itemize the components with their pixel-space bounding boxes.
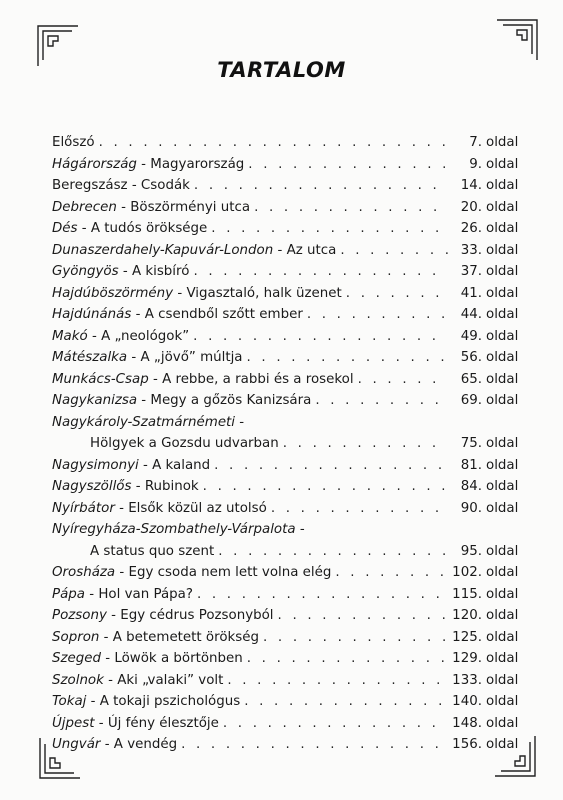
toc-place-name: Ungvár xyxy=(52,737,101,752)
toc-page-number: 56. xyxy=(460,350,482,365)
toc-leader-dots xyxy=(203,476,448,498)
toc-separator: - xyxy=(137,393,151,408)
toc-page-label: oldal xyxy=(486,178,519,193)
toc-page-label: oldal xyxy=(486,436,519,451)
corner-ornament-top-right xyxy=(495,18,539,62)
toc-chapter-title: A vendég xyxy=(113,737,178,752)
toc-page-label: oldal xyxy=(486,350,519,365)
toc-place-name: Dunaszerdahely-Kapuvár-London xyxy=(52,242,274,258)
toc-chapter-title: Vigasztaló, halk üzenet xyxy=(186,285,342,301)
toc-chapter-title: Az utca xyxy=(286,242,337,258)
toc-page-label: oldal xyxy=(486,629,519,645)
toc-page-number: 75. xyxy=(460,436,482,451)
toc-entry xyxy=(52,369,524,391)
toc-page-label: oldal xyxy=(486,242,519,258)
toc-page-label: oldal xyxy=(486,543,519,559)
toc-leader-dots xyxy=(218,541,448,563)
toc-leader-dots xyxy=(263,627,448,649)
toc-chapter-title: Hölgyek a Gozsdu udvarban xyxy=(90,436,279,451)
toc-leader-dots xyxy=(315,390,448,412)
toc-place-name: Hágárország xyxy=(52,156,137,172)
toc-separator: - xyxy=(85,586,99,602)
toc-chapter-title: A status quo szent xyxy=(90,543,215,559)
toc-leader-dots xyxy=(271,498,448,520)
toc-leader-dots xyxy=(197,584,448,606)
toc-page-number: 20. xyxy=(460,199,482,215)
toc-leader-dots xyxy=(99,132,448,154)
toc-chapter-title: A betemetett örökség xyxy=(112,629,259,645)
toc-entry xyxy=(52,627,524,649)
toc-page-label: oldal xyxy=(486,500,519,516)
toc-page-number: 129. xyxy=(452,651,482,666)
toc-entry xyxy=(52,240,524,262)
toc-separator: - xyxy=(138,457,153,473)
toc-page-label: oldal xyxy=(486,694,519,709)
toc-page-label: oldal xyxy=(486,307,519,322)
toc-leader-dots xyxy=(254,197,448,219)
toc-page-number: 148. xyxy=(452,715,482,731)
toc-leader-dots xyxy=(181,734,448,756)
toc-leader-dots xyxy=(211,218,448,240)
toc-place-name: Gyöngyös xyxy=(52,264,119,279)
toc-chapter-title: A kaland xyxy=(152,457,211,473)
toc-chapter-title: A rebbe, a rabbi és a rosekol xyxy=(162,371,354,387)
toc-chapter-title: Egy cédrus Pozsonyból xyxy=(120,608,274,623)
toc-place-name: Nyírbátor xyxy=(52,500,115,516)
toc-page-number: 14. xyxy=(460,178,482,193)
toc-page-number: 115. xyxy=(452,586,482,602)
toc-leader-dots xyxy=(283,433,448,455)
toc-entry xyxy=(52,218,524,240)
toc-page-label: oldal xyxy=(486,565,519,580)
toc-chapter-title: Rubinok xyxy=(144,479,199,494)
toc-page-number: 140. xyxy=(452,694,482,709)
toc-page-label: oldal xyxy=(486,285,519,301)
toc-separator: - xyxy=(127,350,141,365)
toc-entry xyxy=(52,455,524,477)
toc-separator: - xyxy=(131,479,145,494)
toc-chapter-title: Elsők közül az utolsó xyxy=(128,500,267,516)
toc-leader-dots xyxy=(223,713,448,735)
toc-place-name: Mátészalka xyxy=(52,350,128,365)
toc-separator: - xyxy=(87,328,102,344)
toc-leader-dots xyxy=(335,562,448,584)
toc-place-name: Hajdúnánás xyxy=(52,307,132,322)
toc-separator: - xyxy=(99,629,113,645)
toc-page-number: 41. xyxy=(460,285,482,301)
toc-chapter-title: Löwök a börtönben xyxy=(114,651,243,666)
toc-leader-dots xyxy=(214,455,448,477)
toc-chapter-title: Megy a gőzös Kanizsára xyxy=(150,393,312,408)
toc-leader-dots xyxy=(346,283,448,305)
toc-place-name: Orosháza xyxy=(52,565,116,580)
toc-place-name: Munkács-Csap xyxy=(52,371,149,387)
toc-entry xyxy=(52,498,524,520)
toc-entry xyxy=(52,648,524,670)
toc-entry xyxy=(52,261,524,283)
toc-entry xyxy=(52,691,524,713)
toc-separator: - xyxy=(116,199,131,215)
toc-chapter-title: A „neológok” xyxy=(101,328,190,344)
toc-separator: - xyxy=(173,285,187,301)
toc-place-name: Szolnok xyxy=(52,672,104,688)
toc-leader-dots xyxy=(340,240,448,262)
toc-leader-dots xyxy=(227,670,448,692)
toc-entry xyxy=(52,584,524,606)
toc-page-label: oldal xyxy=(486,393,519,408)
toc-place-name: Nagyszöllős xyxy=(52,479,132,494)
toc-chapter-title: Böszörményi utca xyxy=(130,199,251,215)
toc-entry xyxy=(52,304,524,326)
toc-separator: - xyxy=(295,522,305,537)
toc-place-name: Hajdúböszörmény xyxy=(52,285,174,301)
toc-leader-dots xyxy=(307,304,448,326)
toc-page-number: 95. xyxy=(460,543,482,559)
toc-entry xyxy=(52,197,524,219)
toc-chapter-title: Magyarország xyxy=(150,156,245,172)
toc-page-number: 7. xyxy=(469,135,482,150)
toc-page-number: 84. xyxy=(460,479,482,494)
page-title: TARTALOM xyxy=(217,58,346,82)
toc-separator: - xyxy=(77,221,91,236)
toc-page-label: oldal xyxy=(486,199,519,215)
toc-entry xyxy=(52,519,524,541)
toc-leader-dots xyxy=(278,605,448,627)
toc-page-number: 156. xyxy=(452,737,482,752)
toc-page-label: oldal xyxy=(486,135,519,150)
toc-entry xyxy=(52,283,524,305)
toc-separator: - xyxy=(235,414,245,430)
toc-place-name: Nagykanizsa xyxy=(52,393,138,408)
toc-page-number: 65. xyxy=(460,371,482,387)
toc-page-number: 44. xyxy=(460,307,482,322)
toc-chapter-title: A tokaji pszichológus xyxy=(99,694,241,709)
toc-page-label: oldal xyxy=(486,221,519,236)
toc-page-number: 9. xyxy=(469,156,482,172)
toc-chapter-title: A csendből szőtt ember xyxy=(144,307,303,322)
toc-chapter-title: Beregszász - Csodák xyxy=(52,178,190,193)
toc-chapter-title: Előszó xyxy=(52,135,95,150)
toc-separator: - xyxy=(103,672,118,688)
toc-entry xyxy=(52,476,524,498)
toc-separator: - xyxy=(106,608,121,623)
toc-place-name: Dés xyxy=(52,221,78,236)
toc-page-label: oldal xyxy=(486,371,519,387)
toc-page-number: 49. xyxy=(460,328,482,344)
toc-page-number: 90. xyxy=(460,500,482,516)
toc-leader-dots xyxy=(244,691,448,713)
toc-separator: - xyxy=(86,694,100,709)
toc-page-label: oldal xyxy=(486,672,519,688)
toc-leader-dots xyxy=(247,347,448,369)
toc-entry xyxy=(52,734,524,756)
table-of-contents xyxy=(52,132,524,756)
toc-page-label: oldal xyxy=(486,264,519,279)
toc-separator: - xyxy=(115,565,129,580)
toc-separator: - xyxy=(136,156,151,172)
toc-separator: - xyxy=(101,651,115,666)
toc-entry xyxy=(52,154,524,176)
toc-page-number: 102. xyxy=(452,565,482,580)
toc-place-name: Nagykároly-Szatmárnémeti xyxy=(52,414,236,430)
toc-leader-dots xyxy=(194,175,448,197)
toc-chapter-title: Aki „valaki” volt xyxy=(117,672,224,688)
toc-entry xyxy=(52,132,524,154)
toc-page-label: oldal xyxy=(486,479,519,494)
toc-page-label: oldal xyxy=(486,457,519,473)
toc-page-label: oldal xyxy=(486,328,519,344)
toc-page-label: oldal xyxy=(486,651,519,666)
toc-place-name: Szeged xyxy=(52,651,102,666)
toc-chapter-title: A kisbíró xyxy=(131,264,190,279)
toc-place-name: Makó xyxy=(52,328,88,344)
toc-entry xyxy=(52,713,524,735)
toc-place-name: Nyíregyháza-Szombathely-Várpalota xyxy=(52,522,296,537)
toc-place-name: Pápa xyxy=(52,586,85,602)
toc-chapter-title: Hol van Pápa? xyxy=(98,586,193,602)
toc-chapter-title: A „jövő” múltja xyxy=(140,350,243,365)
toc-separator: - xyxy=(94,715,108,731)
toc-page-number: 120. xyxy=(452,608,482,623)
toc-page-label: oldal xyxy=(486,715,519,731)
toc-leader-dots xyxy=(358,369,448,391)
toc-page-number: 81. xyxy=(460,457,482,473)
toc-page-number: 33. xyxy=(460,242,482,258)
toc-entry xyxy=(52,433,524,455)
toc-place-name: Nagysimonyi xyxy=(52,457,139,473)
toc-page-number: 69. xyxy=(460,393,482,408)
toc-chapter-title: Egy csoda nem lett volna elég xyxy=(128,565,332,580)
toc-place-name: Tokaj xyxy=(52,694,87,709)
toc-entry xyxy=(52,412,524,434)
toc-place-name: Pozsony xyxy=(52,608,107,623)
toc-entry xyxy=(52,175,524,197)
toc-chapter-title: Új fény élesztője xyxy=(107,715,219,731)
toc-place-name: Debrecen xyxy=(52,199,117,215)
toc-entry xyxy=(52,326,524,348)
toc-entry xyxy=(52,562,524,584)
toc-leader-dots xyxy=(193,326,448,348)
toc-entry xyxy=(52,670,524,692)
toc-entry xyxy=(52,390,524,412)
toc-page-number: 125. xyxy=(452,629,482,645)
toc-entry xyxy=(52,605,524,627)
toc-page-label: oldal xyxy=(486,737,519,752)
toc-entry xyxy=(52,541,524,563)
toc-leader-dots xyxy=(248,154,448,176)
toc-chapter-title: A tudós öröksége xyxy=(90,221,208,236)
toc-separator: - xyxy=(273,242,287,258)
toc-place-name: Újpest xyxy=(52,715,95,731)
toc-place-name: Sopron xyxy=(52,629,100,645)
toc-leader-dots xyxy=(193,261,448,283)
toc-page-label: oldal xyxy=(486,156,519,172)
toc-page-number: 26. xyxy=(460,221,482,236)
toc-separator: - xyxy=(100,737,114,752)
toc-separator: - xyxy=(118,264,132,279)
toc-separator: - xyxy=(114,500,129,516)
toc-page-label: oldal xyxy=(486,608,519,623)
toc-separator: - xyxy=(148,371,163,387)
toc-entry xyxy=(52,347,524,369)
toc-page-number: 133. xyxy=(452,672,482,688)
toc-separator: - xyxy=(131,307,145,322)
toc-page-number: 37. xyxy=(460,264,482,279)
toc-leader-dots xyxy=(247,648,448,670)
toc-page-label: oldal xyxy=(486,586,519,602)
